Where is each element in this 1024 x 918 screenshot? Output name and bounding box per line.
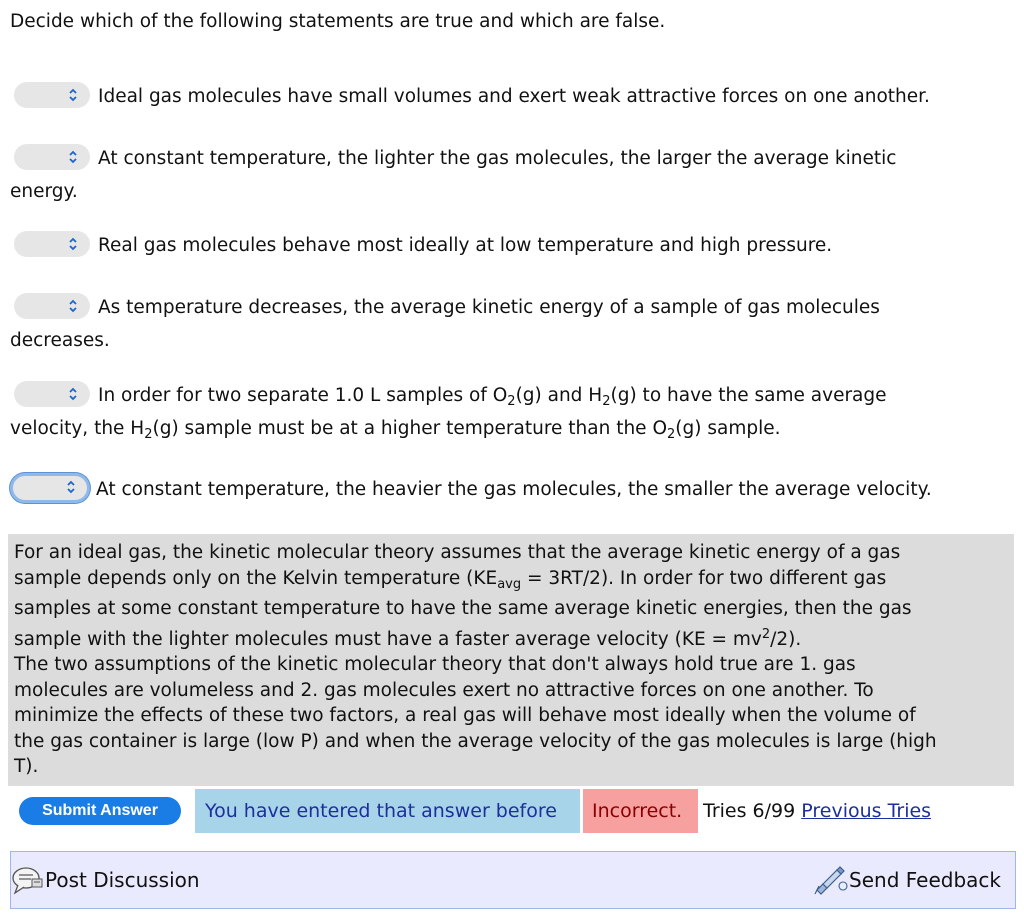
true-false-select-3[interactable] bbox=[14, 231, 90, 257]
duplicate-answer-message: You have entered that answer before bbox=[195, 789, 580, 833]
feedback-explanation: For an ideal gas, the kinetic molecular theory assumes that the average kinetic energy of a gas sample depends only on the Kelvin temperature $(KE_{avg} = 3RT/2)$. In order for two different gas samples at some constant temperature to have the same average kinetic energies, then the gas sample with the lighter molecules must have a faster average velocity $(KE = mv^2/2)$. The two assumptions of the kinetic molecular theory that don't always hold true are 1. gas molecules are volumeless and 2. gas molecules exert no attractive forces on one another. To minimize the effects of these two factors, a real gas will behave most ideally when the volume of the gas container is large (low P) and when the average velocity of the gas molecules is large (high T). bbox=[8, 534, 1014, 786]
tries-count: Tries 6/99 bbox=[703, 800, 796, 822]
instructions: Decide which of the following statements are true and which are false. bbox=[10, 11, 666, 32]
statement-5-text-cont: velocity, the $H_2(g)$ sample must be at a higher temperature than the $O_2(g)$ sample. bbox=[10, 418, 781, 442]
feedback-pencil-icon bbox=[813, 864, 849, 896]
statement-2-text-cont: energy. bbox=[10, 181, 78, 202]
discussion-bar bbox=[10, 851, 1016, 909]
statement-6-text: At constant temperature, the heavier the gas molecules, the smaller the average velocity. bbox=[96, 479, 932, 500]
send-feedback-button[interactable]: Send Feedback bbox=[813, 852, 1001, 908]
tries-counter bbox=[703, 789, 931, 833]
statement-6 bbox=[10, 473, 1010, 506]
previous-tries-link[interactable]: Previous Tries bbox=[801, 800, 932, 822]
true-false-select-6[interactable] bbox=[10, 473, 90, 503]
chevron-updown-icon bbox=[66, 478, 76, 496]
post-discussion-button[interactable]: Post Discussion bbox=[11, 852, 200, 908]
statement-2 bbox=[10, 142, 1010, 208]
true-false-select-5[interactable] bbox=[14, 381, 90, 407]
statement-4 bbox=[10, 291, 1010, 357]
true-false-select-4[interactable] bbox=[14, 293, 90, 319]
statement-4-text-cont: decreases. bbox=[10, 330, 110, 351]
statement-5 bbox=[10, 379, 1010, 445]
chevron-updown-icon bbox=[68, 385, 78, 403]
true-false-select-1[interactable] bbox=[14, 82, 90, 108]
chevron-updown-icon bbox=[68, 297, 78, 315]
statement-1-text: Ideal gas molecules have small volumes and exert weak attractive forces on one another. bbox=[98, 86, 930, 107]
incorrect-status: Incorrect. bbox=[583, 789, 698, 833]
chevron-updown-icon bbox=[68, 86, 78, 104]
statement-5-text: In order for two separate 1.0 L samples of $O_2(g)$ and $H_2(g)$ to have the same average bbox=[98, 385, 887, 409]
statement-2-text: At constant temperature, the lighter the gas molecules, the larger the average kinetic bbox=[98, 148, 897, 169]
chevron-updown-icon bbox=[68, 235, 78, 253]
statement-3 bbox=[10, 229, 1010, 262]
statement-1 bbox=[10, 80, 1010, 113]
true-false-select-2[interactable] bbox=[14, 144, 90, 170]
statement-4-text: As temperature decreases, the average kinetic energy of a sample of gas molecules bbox=[98, 297, 880, 318]
speech-bubble-icon bbox=[11, 865, 45, 895]
chevron-updown-icon bbox=[68, 148, 78, 166]
statement-3-text: Real gas molecules behave most ideally at low temperature and high pressure. bbox=[98, 235, 833, 256]
submit-answer-button[interactable]: Submit Answer bbox=[19, 797, 181, 825]
